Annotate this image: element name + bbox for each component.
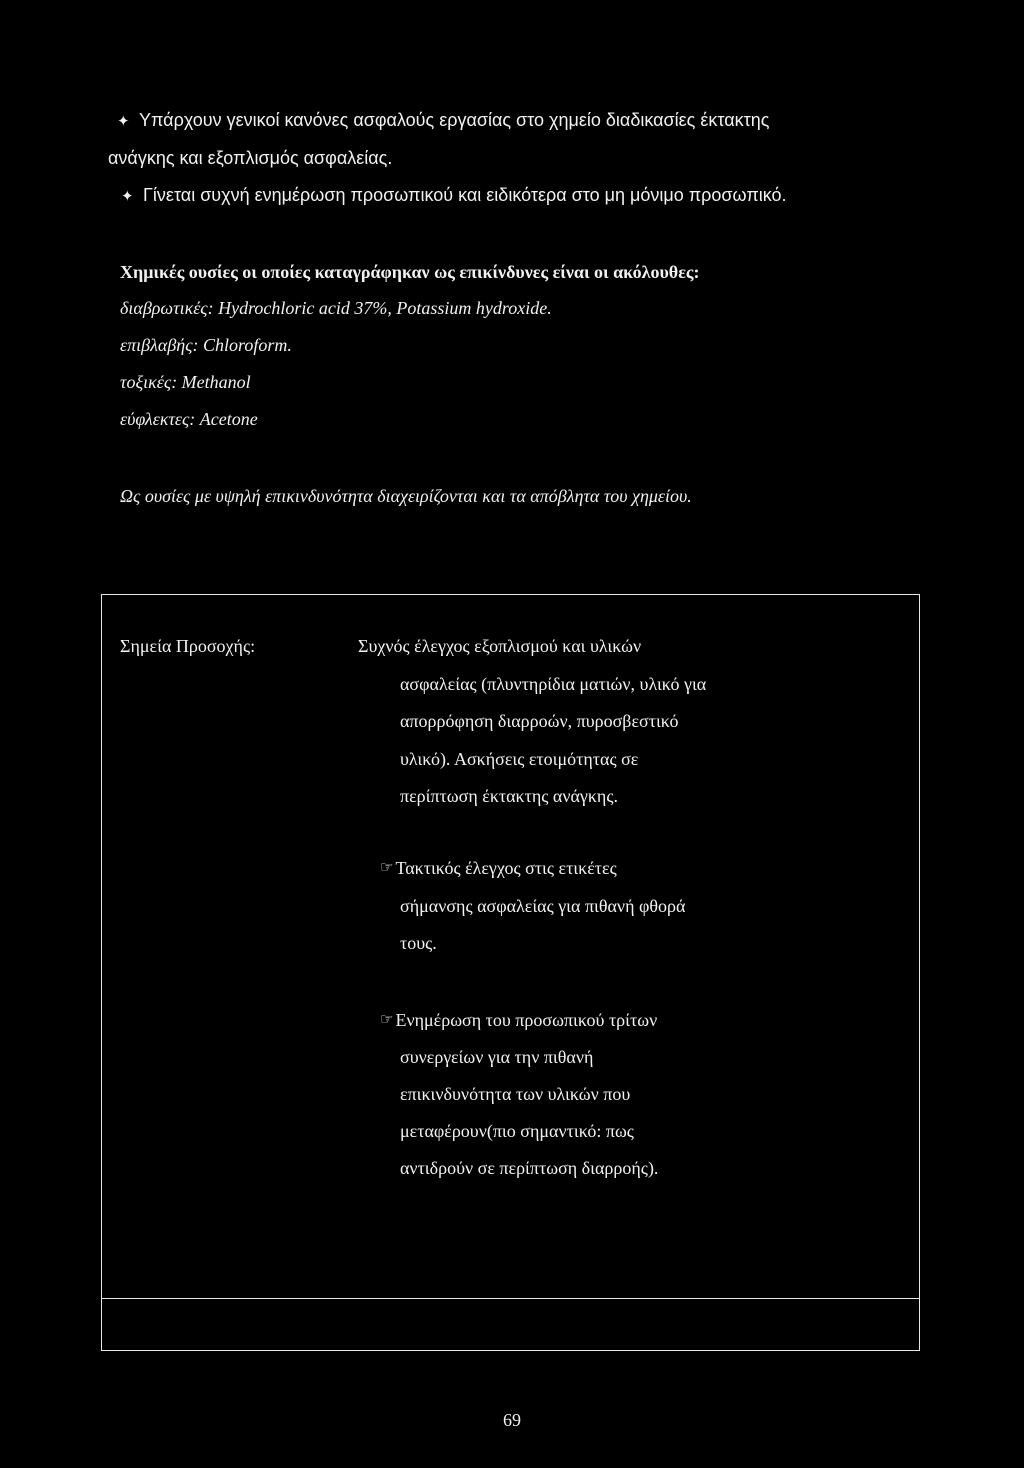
intro-bullet-2 [121,185,787,206]
notice-p1-line-2: ασφαλείας (πλυντηρίδια ματιών, υλικό για [400,674,707,694]
intro-bullet-2-line-1: Γίνεται συχνή ενημέρωση προσωπικού και ειδικότερα στο μη μόνιμο προσωπικό. [143,185,787,205]
notice-p1-line-1: Συχνός έλεγχος εξοπλισμού και υλικών [358,636,642,656]
page-number: 69 [503,1410,521,1430]
notice-p1-line-4: υλικό). Ασκήσεις ετοιμότητας σε [400,749,639,769]
notice-label: Σημεία Προσοχής: [120,636,256,656]
four-point-star-icon: ✦ [121,188,134,205]
intro-bullet-1 [117,110,769,131]
substance-toxic: τοξικές: Methanol [120,372,251,392]
intro-bullet-1-line-1: Υπάρχουν γενικοί κανόνες ασφαλούς εργασίας στο χημείο διαδικασίες έκτακτης [139,110,770,130]
notice-p3-line-2: συνεργείων για την πιθανή [400,1047,594,1067]
notice-p3-line-4: μεταφέρουν(πιο σημαντικό: πως [400,1121,634,1141]
pointing-hand-icon: ☞ [380,1012,394,1028]
notice-p2-line-1 [380,858,617,879]
notice-p2-line-1-text: Τακτικός έλεγχος στις ετικέτες [395,858,617,878]
notice-p3-line-3: επικινδυνότητα των υλικών που [400,1084,631,1104]
notice-p3-line-5: αντιδρούν σε περίπτωση διαρροής). [400,1158,659,1178]
notice-p3-line-1-text: Ενημέρωση του προσωπικού τρίτων [395,1010,658,1030]
waste-note: Ως ουσίες με υψηλή επικινδυνότητα διαχειρίζονται και τα απόβλητα του χημείου. [120,486,692,506]
substance-flammable: εύφλεκτες: Acetone [120,409,258,429]
intro-bullet-1-continuation: ανάγκης και εξοπλισμός ασφαλείας. [108,148,393,168]
notice-box [101,594,920,1351]
substances-heading: Χημικές ουσίες οι οποίες καταγράφηκαν ως επικίνδυνες είναι οι ακόλουθες: [120,262,700,282]
substance-corrosive: διαβρωτικές: Hydrochloric acid 37%, Potassium hydroxide. [120,298,552,318]
notice-p1-line-3: απορρόφηση διαρροών, πυροσβεστικό [400,711,679,731]
notice-p2-line-2: σήμανσης ασφαλείας για πιθανή φθορά [400,896,686,916]
pointing-hand-icon: ☞ [380,860,394,876]
notice-p2-line-3: τους. [400,933,437,953]
notice-p1-line-5: περίπτωση έκτακτης ανάγκης. [400,786,618,806]
four-point-star-icon: ✦ [117,113,130,130]
notice-box-divider [101,1298,920,1299]
notice-p3-line-1 [380,1010,657,1031]
substance-harmful: επιβλαβής: Chloroform. [120,335,292,355]
